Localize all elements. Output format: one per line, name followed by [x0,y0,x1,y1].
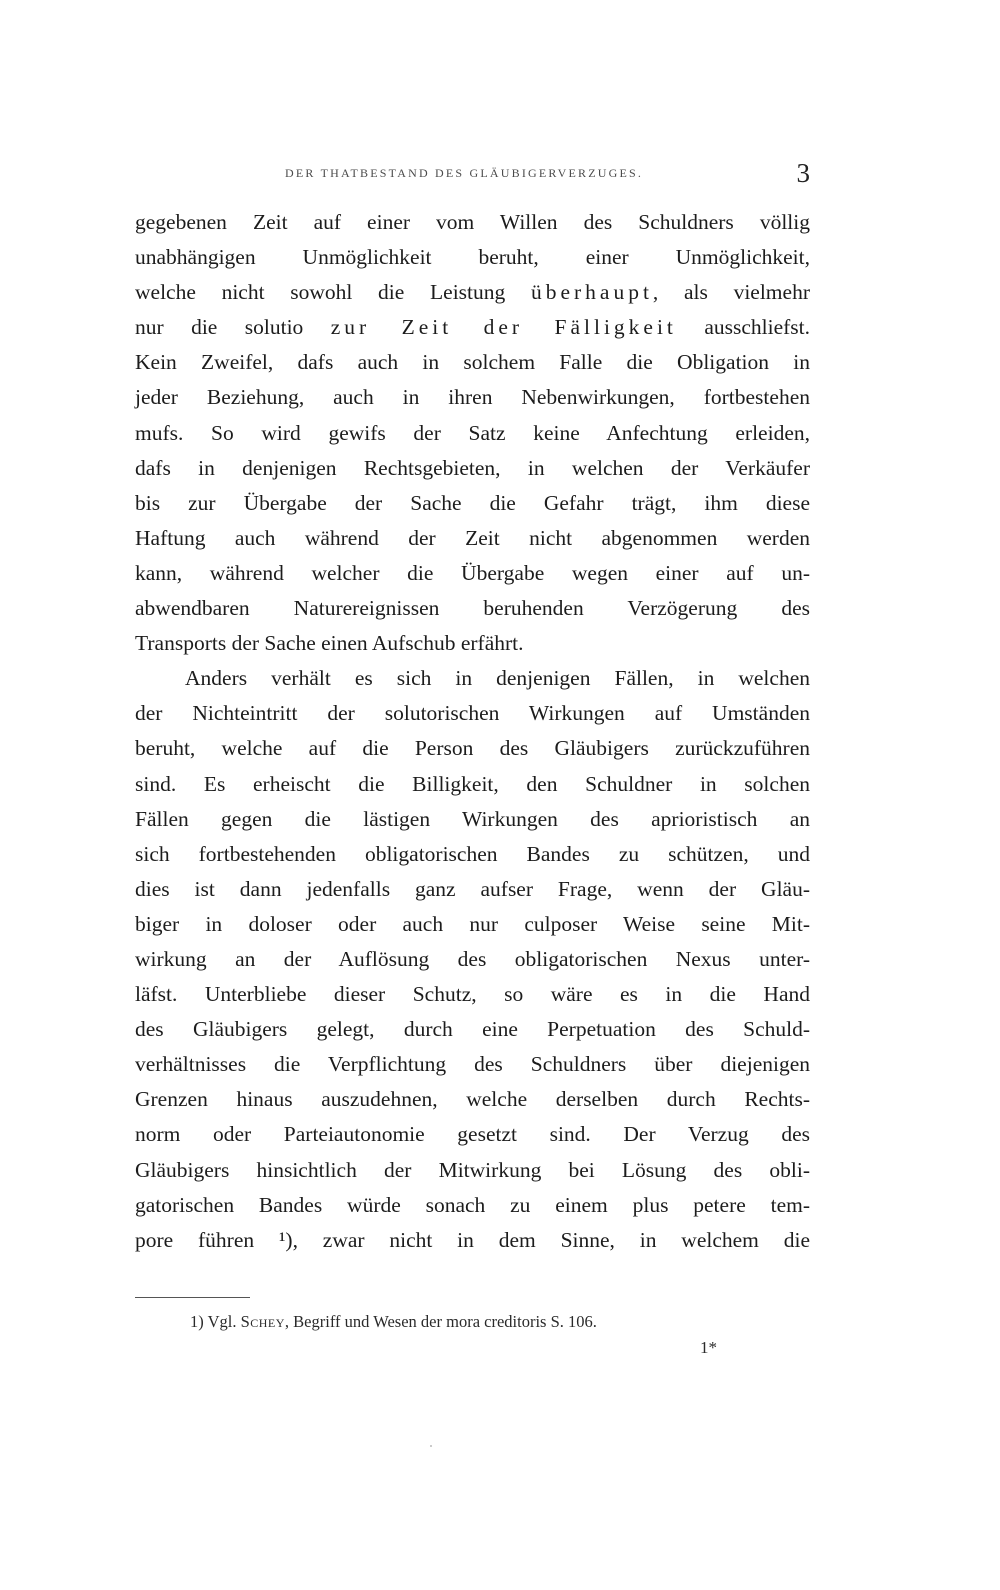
text-line [135,731,810,766]
text-line [135,661,810,696]
text-line [135,837,810,872]
text-line [135,451,810,486]
footnote-text-pre: Vgl. [203,1312,241,1331]
text-line [135,1047,810,1082]
line-text: mufs. So wird gewifs der Satz keine Anfechtung erleiden, [135,420,810,445]
line-text: gegebenen Zeit auf einer vom Willen des Schuldners völlig [135,210,810,234]
line-text: pore führen ¹), zwar nicht in dem Sinne, in welchem die [135,1227,810,1252]
text-line [135,1082,810,1117]
text-line [135,1117,810,1152]
text-line [135,626,810,661]
line-text: jeder Beziehung, auch in ihren Nebenwirkungen, fortbestehen [135,385,810,410]
text-line [135,416,810,451]
footnote-rule [135,1297,250,1298]
line-text: welche nicht sowohl die Leistung [135,280,531,305]
line-text: norm oder Parteiautonomie gesetzt sind. Der Verzug des [135,1122,810,1147]
text-line [135,802,810,837]
text-line [135,345,810,380]
text-line [135,556,810,591]
page-number: 3 [796,158,810,188]
line-text: nur die solutio [135,315,331,340]
line-text: gatorischen Bandes würde sonach zu einem plus petere tem- [135,1192,810,1217]
line-text: Transports der Sache einen Aufschub erfährt. [135,631,524,656]
body-text [135,205,810,1258]
line-text: biger in doloser oder auch nur culposer Weise seine Mit- [135,911,810,936]
line-text: ausschliefst. [676,315,811,340]
line-text: sind. Es erheischt die Billigkeit, den Schuldner in solchen [135,771,810,796]
scan-speck [430,1445,432,1447]
text-line [135,767,810,802]
line-text: Anders verhält es sich in denjenigen Fällen, in welchen [185,666,810,691]
text-line [135,1223,810,1258]
text-line [135,275,810,310]
line-text: bis zur Übergabe der Sache die Gefahr trägt, ihm diese [135,490,810,515]
line-text: der Nichteintritt der solutorischen Wirkungen auf Umständen [135,701,810,726]
line-text: Gläubigers hinsichtlich der Mitwirkung bei Lösung des obli- [135,1157,810,1182]
footnote-author: Schey [240,1312,285,1331]
line-text: unabhängigen Unmöglichkeit beruht, einer Unmöglichkeit, [135,245,810,270]
line-text: dies ist dann jedenfalls ganz aufser Frage, wenn der Gläu- [135,876,810,901]
text-line [135,907,810,942]
line-text: Fällen gegen die lästigen Wirkungen des aprioristisch an [135,806,810,831]
text-line [135,380,810,415]
line-text: Kein Zweifel, dafs auch in solchem Falle die Obligation in [135,350,810,375]
text-line [135,696,810,731]
line-text: kann, während welcher die Übergabe wegen einer auf un- [135,560,810,585]
text-line [135,486,810,521]
line-text: abwendbaren Naturereignissen beruhenden Verzögerung des [135,596,810,621]
running-title: DER THATBESTAND DES GLÄUBIGERVERZUGES. [285,166,644,180]
text-line [135,977,810,1012]
text-line [135,872,810,907]
line-text: läfst. Unterbliebe dieser Schutz, so wäre es in die Hand [135,982,810,1007]
line-text: , als vielmehr [652,280,810,305]
text-line [135,310,810,345]
line-text: des Gläubigers gelegt, durch eine Perpetuation des Schuld- [135,1017,810,1042]
line-text: beruht, welche auf die Person des Gläubigers zurückzuführen [135,736,810,761]
emphasis-spaced: zur Zeit der Fälligkeit [330,315,677,340]
footnote-marker: 1) [190,1312,204,1331]
line-text: verhältnisses die Verpflichtung des Schuldners über diejenigen [135,1052,810,1077]
footnote-text-post: , Begriff und Wesen der mora creditoris S. 106. [284,1312,597,1331]
text-line [135,521,810,556]
text-line [135,1153,810,1188]
line-text: wirkung an der Auflösung des obligatorischen Nexus unter- [135,946,810,971]
signature-mark: 1* [700,1338,717,1357]
text-line [135,240,810,275]
line-text: Grenzen hinaus auszudehnen, welche derselben durch Rechts- [135,1087,810,1112]
footnote [190,1312,597,1332]
line-text: dafs in denjenigen Rechtsgebieten, in welchen der Verkäufer [135,455,810,480]
line-text: sich fortbestehenden obligatorischen Bandes zu schützen, und [135,841,810,866]
emphasis-spaced: überhaupt [530,280,653,305]
text-line [135,1012,810,1047]
line-text: Haftung auch während der Zeit nicht abgenommen werden [135,525,810,550]
text-line [135,591,810,626]
running-head [135,158,810,188]
text-line [135,942,810,977]
text-line [135,205,810,240]
text-line [135,1188,810,1223]
